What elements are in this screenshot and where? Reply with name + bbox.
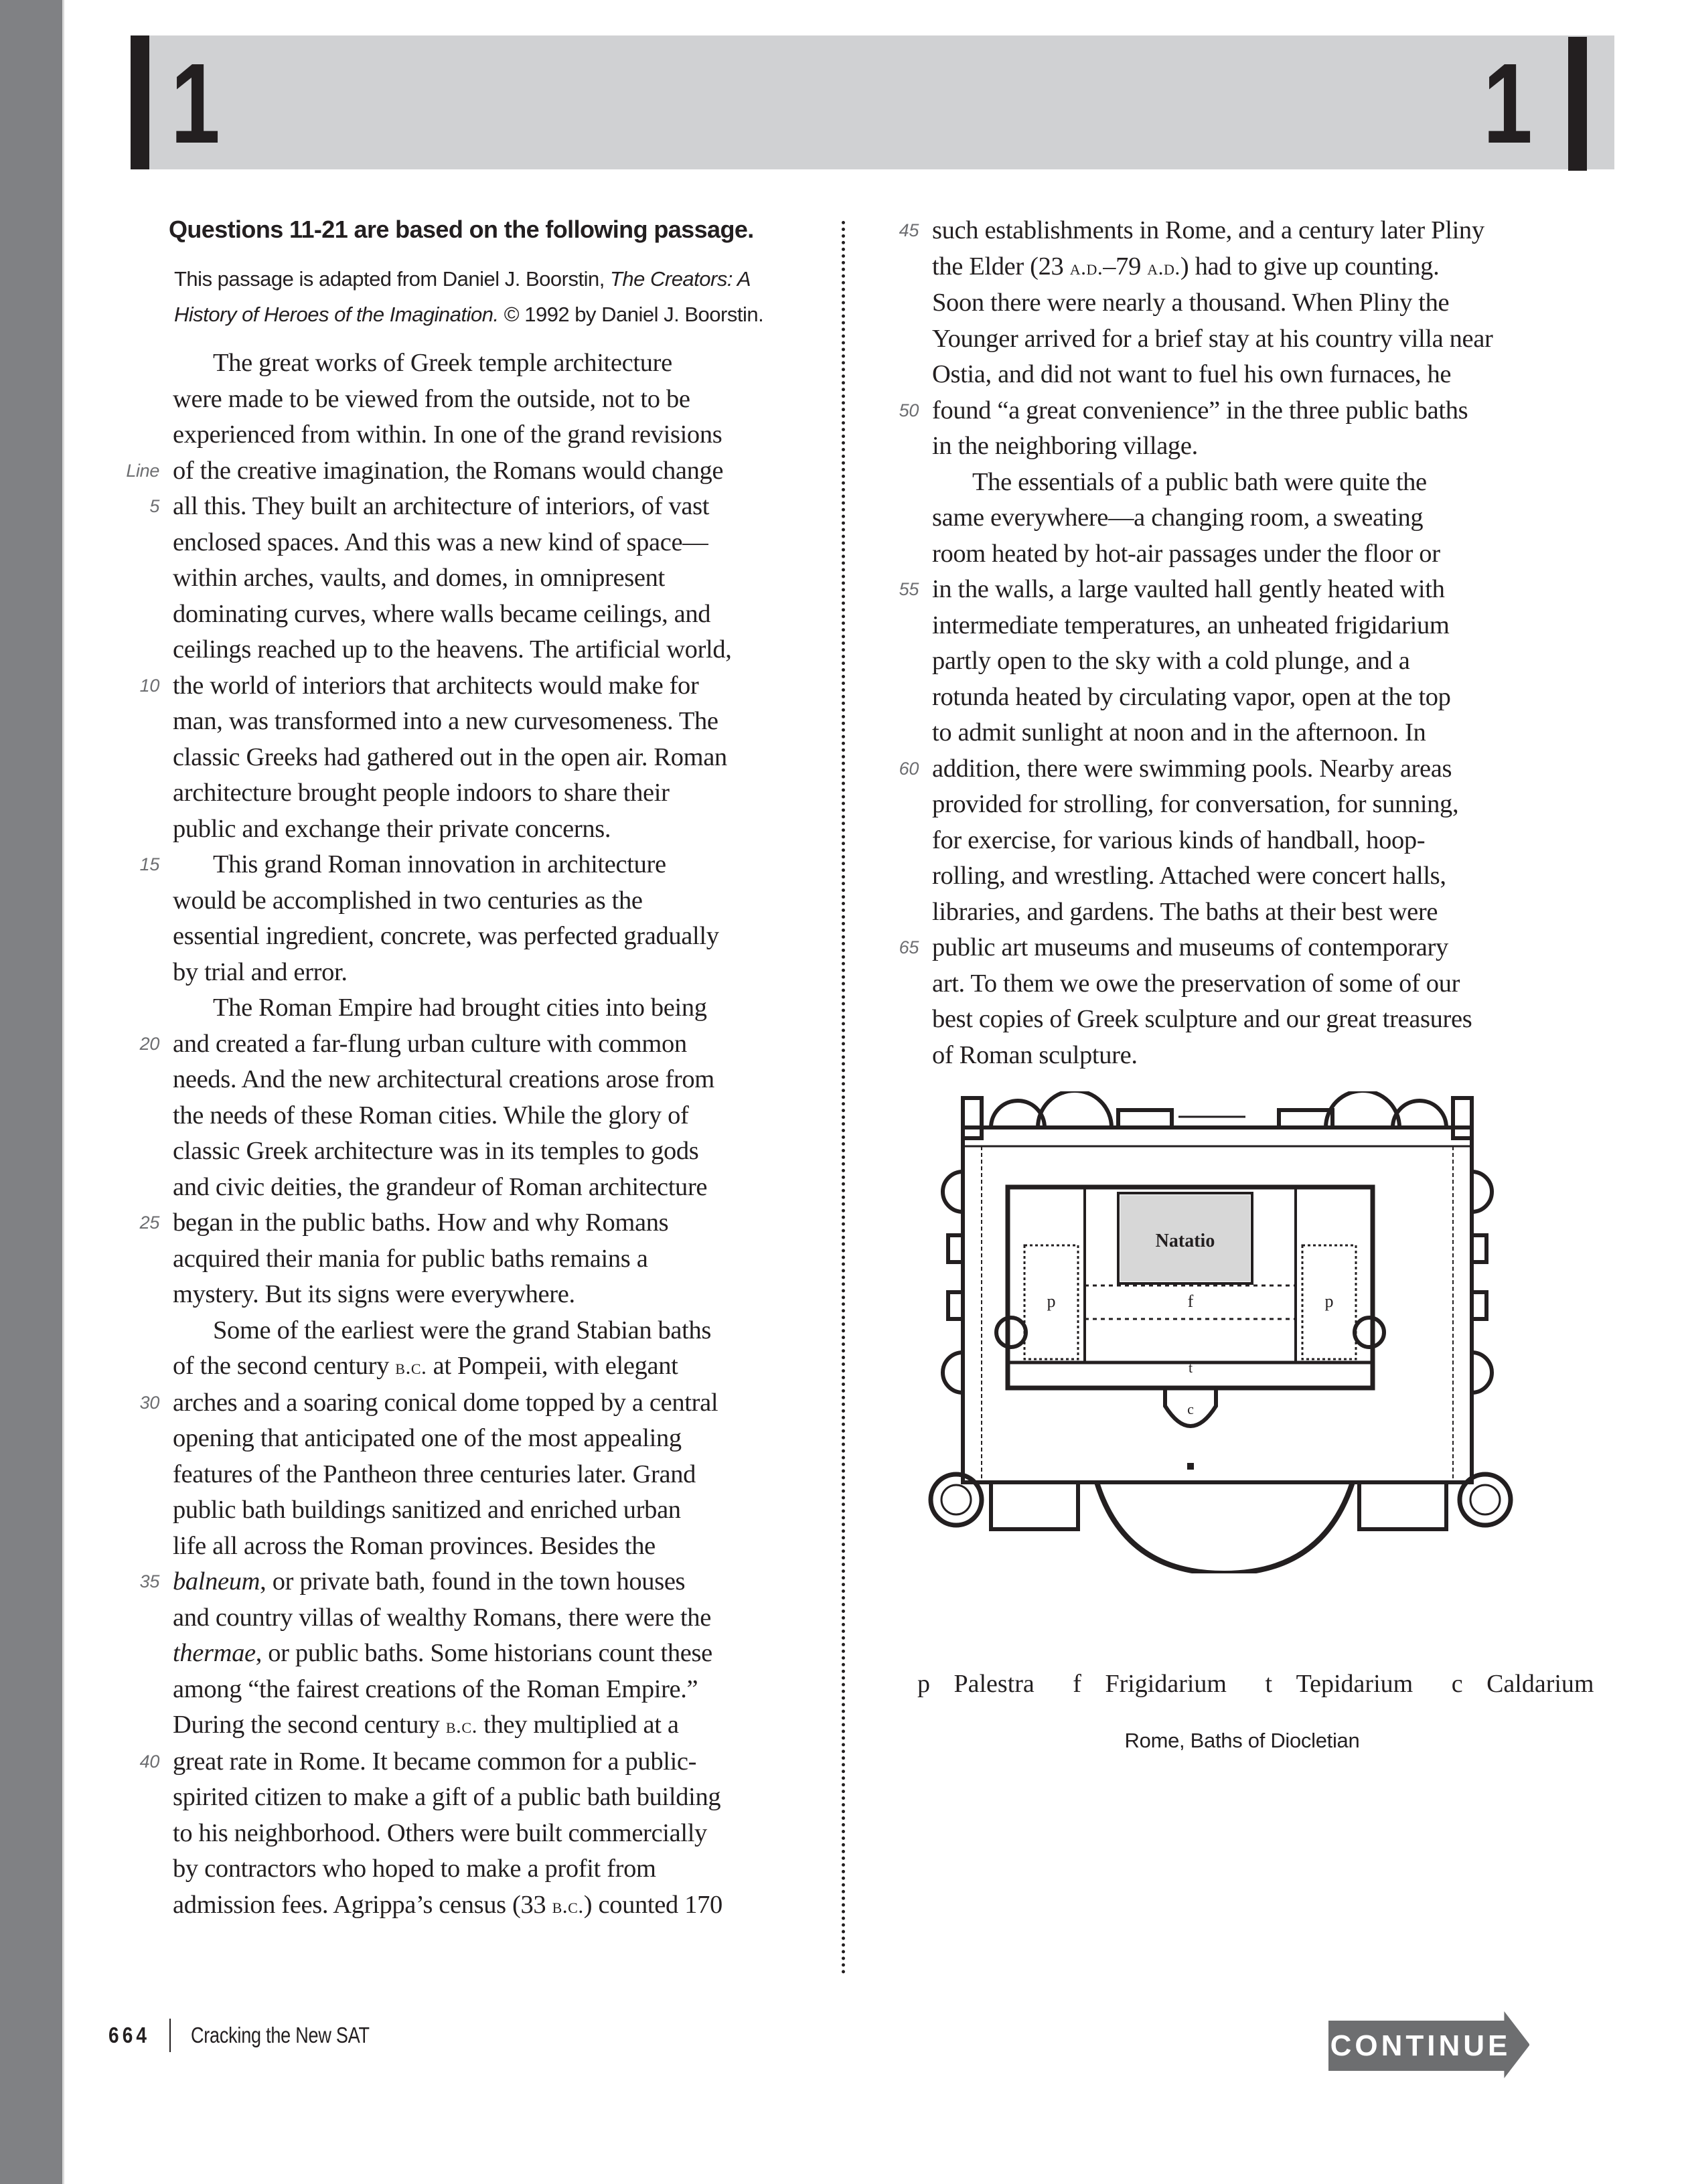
passage-line — [932, 1002, 1588, 1038]
section-header-bar-left — [131, 35, 149, 169]
passage-line — [173, 1780, 816, 1816]
passage-line — [173, 1672, 816, 1708]
passage-text: thermae, or public baths. Some historians count these — [173, 1639, 712, 1667]
passage-line — [126, 453, 816, 489]
passage-line — [173, 1098, 816, 1134]
passage-line — [899, 751, 1588, 787]
passage-line — [932, 465, 1588, 501]
passage-text: the Elder (23 a.d.–79 a.d.) had to give up counting. — [932, 252, 1440, 281]
passage-text: The great works of Greek temple architecture — [213, 349, 672, 377]
passage-text: mystery. But its signs were everywhere. — [173, 1280, 575, 1308]
passage-line — [173, 704, 816, 740]
svg-text:c: c — [1187, 1401, 1194, 1417]
section-header-bar-right — [1568, 37, 1587, 171]
passage-lines-right — [899, 213, 1588, 1073]
passage-text: addition, there were swimming pools. Nearby areas — [932, 754, 1452, 783]
passage-line — [173, 955, 816, 991]
passage-text: classic Greek architecture was in its temples to gods — [173, 1137, 699, 1165]
passage-text: opening that anticipated one of the most appealing — [173, 1424, 682, 1452]
passage-line — [173, 990, 816, 1026]
svg-text:p: p — [1047, 1292, 1056, 1311]
line-number: 10 — [139, 675, 159, 696]
line-number: 50 — [899, 400, 919, 420]
passage-text: of Roman sculpture. — [932, 1040, 1138, 1069]
baths-of-diocletian-plan-icon — [924, 1091, 1527, 1573]
line-number: 25 — [139, 1213, 159, 1233]
passage-text: the world of interiors that architects would make for — [173, 671, 699, 700]
book-title: Cracking the New SAT — [191, 2023, 370, 2047]
passage-line — [173, 740, 816, 776]
passage-line — [173, 1816, 816, 1852]
passage-text: Some of the earliest were the grand Stabian baths — [213, 1316, 712, 1344]
passage-text: Ostia, and did not want to fuel his own furnaces, he — [932, 360, 1452, 388]
passage-line — [932, 1038, 1588, 1074]
passage-text: man, was transformed into a new curvesomeness. The — [173, 707, 718, 735]
footer-separator — [169, 2019, 171, 2052]
legend-item-palestra: p Palestra — [917, 1670, 1035, 1698]
passage-text: essential ingredient, concrete, was perfected gradually — [173, 922, 719, 950]
passage-text: architecture brought people indoors to share their — [173, 779, 670, 807]
passage-text: experienced from within. In one of the grand revisions — [173, 420, 722, 449]
passage-text: public and exchange their private concerns. — [173, 814, 611, 843]
passage-column-right — [899, 213, 1588, 1073]
passage-text: for exercise, for various kinds of handball, hoop- — [932, 826, 1426, 854]
figure-legend — [917, 1667, 1594, 1701]
passage-text: life all across the Roman provinces. Besides the — [173, 1531, 656, 1560]
passage-line — [173, 1348, 816, 1385]
passage-line — [173, 417, 816, 453]
passage-line — [173, 775, 816, 811]
passage-text: ceilings reached up to the heavens. The artificial world, — [173, 635, 732, 664]
passage-line — [932, 787, 1588, 823]
passage-text: in the neighboring village. — [932, 432, 1198, 460]
passage-line — [139, 847, 816, 883]
passage-text: such establishments in Rome, and a century later Pliny — [932, 216, 1484, 244]
passage-text: room heated by hot-air passages under the floor or — [932, 539, 1440, 568]
legend-item-tepidarium: t Tepidarium — [1265, 1670, 1413, 1698]
passage-text: Soon there were nearly a thousand. When Pliny the — [932, 289, 1450, 317]
passage-line — [139, 1026, 816, 1063]
line-number: 45 — [899, 220, 919, 240]
passage-line — [139, 1744, 816, 1780]
passage-text: and civic deities, the grandeur of Roman architecture — [173, 1172, 708, 1201]
passage-line — [932, 608, 1588, 644]
section-number-right: 1 — [1483, 40, 1533, 167]
line-number: 60 — [899, 758, 919, 779]
passage-text: features of the Pantheon three centuries later. Grand — [173, 1460, 696, 1488]
line-number: 5 — [149, 496, 159, 516]
passage-text: rotunda heated by circulating vapor, open at the top — [932, 682, 1451, 711]
passage-text: and country villas of wealthy Romans, there were the — [173, 1603, 711, 1632]
passage-line — [932, 428, 1588, 465]
passage-text: public bath buildings sanitized and enriched urban — [173, 1496, 681, 1524]
passage-text: would be accomplished in two centuries as the — [173, 886, 643, 915]
passage-column-left — [126, 213, 816, 1924]
svg-text:p: p — [1324, 1292, 1334, 1311]
passage-line — [173, 1421, 816, 1457]
passage-text: spirited citizen to make a gift of a public bath building — [173, 1783, 721, 1811]
passage-text: needs. And the new architectural creations arose from — [173, 1065, 714, 1093]
passage-line — [173, 1636, 816, 1672]
passage-line — [173, 382, 816, 418]
passage-text: of the second century b.c. at Pompeii, with elegant — [173, 1352, 678, 1380]
passage-text: During the second century b.c. they multiplied at a — [173, 1711, 679, 1739]
passage-line — [173, 1492, 816, 1529]
passage-line — [932, 823, 1588, 859]
passage-line — [139, 668, 816, 704]
page-edge-highlight — [62, 0, 64, 2184]
section-number-left: 1 — [171, 40, 220, 167]
passage-line — [899, 213, 1588, 249]
passage-line — [932, 966, 1588, 1002]
passage-line — [932, 858, 1588, 894]
passage-line — [139, 1385, 816, 1421]
passage-line — [173, 1600, 816, 1636]
figure-caption: Rome, Baths of Diocletian — [1124, 1729, 1360, 1752]
passage-line — [899, 572, 1588, 608]
line-number: 40 — [139, 1751, 159, 1772]
passage-text: rolling, and wrestling. Attached were concert halls, — [932, 862, 1446, 890]
passage-line — [173, 1313, 816, 1349]
line-number: 65 — [899, 937, 919, 957]
passage-line — [173, 560, 816, 597]
passage-line — [932, 715, 1588, 751]
source-title: The Creators: A History of Heroes of the Imagination. — [174, 267, 750, 326]
passage-line — [139, 1205, 816, 1241]
passage-line — [173, 1134, 816, 1170]
passage-line — [173, 811, 816, 848]
passage-text: provided for strolling, for conversation, for sunning, — [932, 790, 1459, 818]
line-number: Line — [126, 460, 159, 481]
passage-line — [173, 1707, 816, 1744]
passage-line — [173, 1851, 816, 1887]
line-number: 15 — [139, 854, 159, 874]
page-footer — [108, 2015, 408, 2055]
passage-text: The essentials of a public bath were quite the — [972, 467, 1427, 496]
passage-text: best copies of Greek sculpture and our great treasures — [932, 1005, 1472, 1033]
passage-text: same everywhere—a changing room, a sweating — [932, 503, 1424, 532]
floor-plan-figure — [924, 1091, 1527, 1573]
section-header-band — [131, 35, 1614, 169]
legend-item-frigidarium: f Frigidarium — [1073, 1670, 1227, 1698]
continue-button[interactable] — [1328, 2021, 1516, 2071]
questions-heading: Questions 11-21 are based on the following passage. — [169, 216, 754, 243]
passage-line — [173, 1170, 816, 1206]
passage-text: art. To them we owe the preservation of some of our — [932, 969, 1460, 998]
passage-line — [173, 1529, 816, 1565]
passage-line — [173, 919, 816, 955]
passage-text: balneum, or private bath, found in the town houses — [173, 1567, 686, 1595]
passage-text: found “a great convenience” in the three public baths — [932, 396, 1468, 424]
passage-text: and created a far-flung urban culture with common — [173, 1029, 687, 1058]
svg-text:Natatio: Natatio — [1155, 1231, 1215, 1251]
passage-line — [173, 525, 816, 561]
passage-line — [932, 321, 1588, 358]
passage-line — [173, 1277, 816, 1313]
passage-text: arches and a soaring conical dome topped by a central — [173, 1388, 718, 1417]
passage-line — [173, 1062, 816, 1098]
passage-text: public art museums and museums of contemporary — [932, 933, 1448, 961]
passage-line — [173, 1887, 816, 1924]
line-number: 55 — [899, 579, 919, 599]
passage-text: dominating curves, where walls became ceilings, and — [173, 599, 711, 628]
line-number: 20 — [139, 1033, 159, 1054]
passage-text: The Roman Empire had brought cities into being — [213, 994, 707, 1022]
passage-text: This grand Roman innovation in architecture — [213, 850, 666, 878]
passage-line — [932, 357, 1588, 393]
passage-text: partly open to the sky with a cold plunge, and a — [932, 647, 1410, 675]
passage-line — [899, 393, 1588, 429]
passage-line — [173, 1457, 816, 1493]
passage-text: classic Greeks had gathered out in the open air. Roman — [173, 743, 727, 771]
passage-text: all this. They built an architecture of interiors, of vast — [173, 492, 710, 520]
passage-text: to admit sunlight at noon and in the afternoon. In — [932, 718, 1426, 747]
column-divider-dotted — [842, 221, 845, 1975]
passage-line — [173, 632, 816, 668]
source-note — [174, 261, 817, 332]
passage-line — [149, 489, 816, 525]
passage-line — [932, 536, 1588, 572]
line-number: 30 — [139, 1392, 159, 1413]
passage-line — [932, 500, 1588, 536]
svg-text:t: t — [1188, 1359, 1193, 1376]
page-edge-strip — [0, 0, 62, 2184]
passage-text: great rate in Rome. It became common for a public- — [173, 1747, 697, 1776]
passage-text: intermediate temperatures, an unheated frigidarium — [932, 611, 1450, 639]
passage-lines-left — [126, 345, 816, 1924]
passage-text: the needs of these Roman cities. While the glory of — [173, 1101, 689, 1129]
passage-line — [173, 597, 816, 633]
passage-text: enclosed spaces. And this was a new kind of space— — [173, 528, 708, 556]
passage-line — [173, 1241, 816, 1277]
page-number: 664 — [108, 2023, 151, 2047]
passage-text: of the creative imagination, the Romans would change — [173, 456, 724, 485]
passage-text: in the walls, a large vaulted hall gently heated with — [932, 575, 1445, 603]
continue-label: CONTINUE — [1330, 2029, 1511, 2062]
passage-text: among “the fairest creations of the Roman Empire.” — [173, 1674, 698, 1703]
passage-line — [932, 285, 1588, 321]
passage-text: libraries, and gardens. The baths at their best were — [932, 897, 1438, 926]
line-number: 35 — [139, 1571, 159, 1591]
passage-text: Younger arrived for a brief stay at his country villa near — [932, 324, 1493, 353]
passage-text: by trial and error. — [173, 957, 348, 986]
passage-text: admission fees. Agrippa’s census (33 b.c.) counted 170 — [173, 1890, 722, 1919]
source-suffix: © 1992 by Daniel J. Boorstin. — [498, 303, 764, 326]
source-prefix: This passage is adapted from Daniel J. Boorstin, — [174, 267, 610, 291]
passage-line — [932, 894, 1588, 931]
passage-line — [173, 345, 816, 382]
passage-line — [932, 643, 1588, 680]
passage-text: began in the public baths. How and why Romans — [173, 1208, 669, 1237]
passage-line — [899, 930, 1588, 966]
passage-text: by contractors who hoped to make a profit from — [173, 1855, 656, 1883]
passage-text: within arches, vaults, and domes, in omnipresent — [173, 564, 665, 592]
legend-item-caldarium: c Caldarium — [1451, 1670, 1594, 1698]
svg-text:f: f — [1187, 1292, 1194, 1311]
passage-line — [932, 249, 1588, 286]
passage-text: were made to be viewed from the outside, not to be — [173, 384, 690, 413]
passage-line — [173, 883, 816, 919]
passage-line — [932, 680, 1588, 716]
passage-text: to his neighborhood. Others were built commercially — [173, 1818, 707, 1847]
passage-line — [139, 1564, 816, 1600]
passage-text: acquired their mania for public baths remains a — [173, 1244, 648, 1273]
